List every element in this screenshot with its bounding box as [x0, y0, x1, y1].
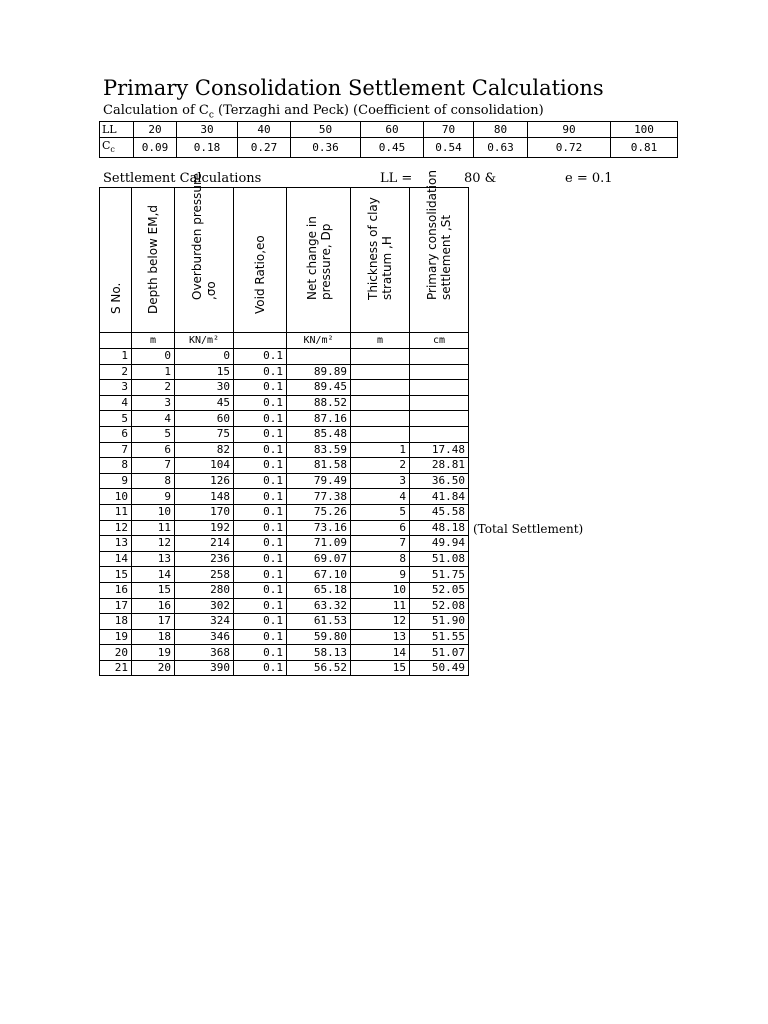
table-cell: 1	[132, 364, 175, 380]
ll-cell: 30	[177, 122, 238, 138]
header-row	[100, 188, 469, 333]
table-cell: 0.1	[234, 660, 287, 676]
table-cell	[410, 380, 469, 396]
table-cell: 0.1	[234, 582, 287, 598]
table-cell: 71.09	[287, 536, 351, 552]
table-row	[100, 598, 469, 614]
cc-ll-row	[100, 122, 678, 138]
ll-value: 80 &	[464, 171, 497, 186]
table-cell: 18	[132, 629, 175, 645]
table-cell: 2	[351, 458, 410, 474]
table-cell: 1	[100, 349, 132, 365]
table-cell: 85.48	[287, 426, 351, 442]
table-row	[100, 536, 469, 552]
ll-cell: 80	[474, 122, 528, 138]
units-row	[100, 333, 469, 349]
table-cell: 104	[175, 458, 234, 474]
table-cell: 0.1	[234, 349, 287, 365]
table-cell: 5	[100, 411, 132, 427]
table-cell	[410, 395, 469, 411]
table-cell: 50.49	[410, 660, 469, 676]
header-overburden-cell	[175, 172, 234, 333]
table-cell: 51.90	[410, 614, 469, 630]
table-cell: 7	[100, 442, 132, 458]
table-cell: 11	[100, 504, 132, 520]
table-cell: 302	[175, 598, 234, 614]
table-cell: 0.1	[234, 645, 287, 661]
table-cell: 12	[132, 536, 175, 552]
table-cell	[351, 364, 410, 380]
cc-cell: 0.81	[611, 138, 678, 158]
table-cell: 368	[175, 645, 234, 661]
cc-row-label	[100, 138, 134, 158]
table-cell: 7	[351, 536, 410, 552]
table-cell: 0.1	[234, 380, 287, 396]
table-cell: 69.07	[287, 551, 351, 567]
table-row	[100, 645, 469, 661]
table-cell: 0.1	[234, 473, 287, 489]
ll-row-label: LL	[100, 122, 134, 138]
table-cell: 65.18	[287, 582, 351, 598]
table-cell: 45.58	[410, 504, 469, 520]
table-cell: 11	[351, 598, 410, 614]
table-cell: 9	[100, 473, 132, 489]
table-cell: 88.52	[287, 395, 351, 411]
ll-cell: 50	[291, 122, 361, 138]
table-cell: 10	[132, 504, 175, 520]
table-row	[100, 349, 469, 365]
table-row	[100, 504, 469, 520]
total-settlement-note: (Total Settlement)	[473, 522, 584, 536]
table-cell: 258	[175, 567, 234, 583]
table-cell	[351, 380, 410, 396]
header-void-ratio: Void Ratio,eo	[253, 235, 267, 314]
cc-table	[99, 121, 678, 158]
table-cell: 9	[351, 567, 410, 583]
header-sno-cell	[100, 188, 132, 333]
header-overburden: Overburden pressure ,σo	[190, 172, 218, 300]
cc-cell: 0.63	[474, 138, 528, 158]
cc-cell: 0.36	[291, 138, 361, 158]
table-cell: 10	[351, 582, 410, 598]
table-cell: 63.32	[287, 598, 351, 614]
table-row	[100, 614, 469, 630]
table-cell: 73.16	[287, 520, 351, 536]
table-cell: 49.94	[410, 536, 469, 552]
table-cell: 20	[132, 660, 175, 676]
table-row	[100, 364, 469, 380]
header-depth-cell	[132, 188, 175, 333]
table-cell: 11	[132, 520, 175, 536]
table-cell: 19	[132, 645, 175, 661]
table-row	[100, 458, 469, 474]
cc-cell: 0.18	[177, 138, 238, 158]
table-cell: 67.10	[287, 567, 351, 583]
table-cell	[351, 349, 410, 365]
ll-cell: 90	[528, 122, 611, 138]
table-row	[100, 426, 469, 442]
ll-cell: 70	[424, 122, 474, 138]
page-title: Primary Consolidation Settlement Calculations	[103, 76, 604, 100]
table-cell: 0.1	[234, 551, 287, 567]
unit-cell: KN/m²	[287, 333, 351, 349]
table-cell: 5	[132, 426, 175, 442]
table-cell: 13	[351, 629, 410, 645]
table-cell: 19	[100, 629, 132, 645]
table-cell: 0.1	[234, 364, 287, 380]
table-cell: 12	[351, 614, 410, 630]
table-cell	[351, 411, 410, 427]
table-cell: 60	[175, 411, 234, 427]
table-cell: 21	[100, 660, 132, 676]
ll-cell: 40	[238, 122, 291, 138]
table-cell: 75.26	[287, 504, 351, 520]
table-cell: 10	[100, 489, 132, 505]
table-cell: 0.1	[234, 458, 287, 474]
table-cell: 28.81	[410, 458, 469, 474]
cc-cell: 0.09	[134, 138, 177, 158]
header-depth: Depth below EM,d	[146, 204, 160, 314]
table-cell: 0.1	[234, 520, 287, 536]
table-cell: 1	[351, 442, 410, 458]
table-cell: 56.52	[287, 660, 351, 676]
table-cell: 48.18	[410, 520, 469, 536]
unit-cell	[234, 333, 287, 349]
table-cell: 17	[100, 598, 132, 614]
table-cell: 6	[351, 520, 410, 536]
table-cell: 13	[132, 551, 175, 567]
table-cell	[287, 349, 351, 365]
ll-cell: 100	[611, 122, 678, 138]
table-cell: 79.49	[287, 473, 351, 489]
header-thickness: Thickness of clay stratum ,H	[366, 197, 394, 300]
table-cell: 0.1	[234, 629, 287, 645]
table-cell: 75	[175, 426, 234, 442]
table-cell	[410, 349, 469, 365]
table-cell: 51.07	[410, 645, 469, 661]
ll-label: LL =	[380, 171, 413, 186]
table-cell: 390	[175, 660, 234, 676]
table-cell: 36.50	[410, 473, 469, 489]
table-cell: 14	[351, 645, 410, 661]
table-cell: 59.80	[287, 629, 351, 645]
subtitle-sub: c	[208, 110, 214, 121]
table-cell: 15	[100, 567, 132, 583]
header-settlement-cell	[410, 170, 469, 333]
table-cell: 15	[175, 364, 234, 380]
table-cell: 0.1	[234, 536, 287, 552]
table-cell: 81.58	[287, 458, 351, 474]
table-cell: 346	[175, 629, 234, 645]
table-cell	[410, 411, 469, 427]
table-cell: 58.13	[287, 645, 351, 661]
table-row	[100, 489, 469, 505]
header-net-change-cell	[287, 188, 351, 333]
settlement-body	[100, 349, 469, 676]
table-row	[100, 567, 469, 583]
header-net-change: Net change in pressure, Dp	[304, 216, 333, 300]
table-cell: 20	[100, 645, 132, 661]
table-cell: 0.1	[234, 489, 287, 505]
cc-label: C	[102, 139, 111, 152]
header-thickness-cell	[351, 188, 410, 333]
table-cell: 8	[100, 458, 132, 474]
table-cell: 89.89	[287, 364, 351, 380]
e-label: e = 0.1	[565, 171, 613, 186]
table-cell: 83.59	[287, 442, 351, 458]
table-cell: 0.1	[234, 395, 287, 411]
table-cell: 17.48	[410, 442, 469, 458]
table-cell: 13	[100, 536, 132, 552]
table-cell: 18	[100, 614, 132, 630]
table-row	[100, 380, 469, 396]
table-row	[100, 442, 469, 458]
table-cell: 30	[175, 380, 234, 396]
header-void-ratio-cell	[234, 188, 287, 333]
table-cell: 8	[351, 551, 410, 567]
table-cell: 41.84	[410, 489, 469, 505]
table-cell: 15	[351, 660, 410, 676]
table-cell: 0.1	[234, 442, 287, 458]
table-cell: 3	[132, 395, 175, 411]
cc-cell: 0.54	[424, 138, 474, 158]
table-cell: 7	[132, 458, 175, 474]
table-cell: 17	[132, 614, 175, 630]
header-settlement: Primary consolidation settlement ,St	[425, 170, 453, 300]
table-cell: 3	[351, 473, 410, 489]
header-sno: S No.	[108, 282, 123, 314]
table-cell: 52.08	[410, 598, 469, 614]
table-cell: 14	[132, 567, 175, 583]
cc-label-sub: c	[110, 145, 115, 155]
table-cell: 280	[175, 582, 234, 598]
table-cell: 4	[132, 411, 175, 427]
table-cell: 214	[175, 536, 234, 552]
table-cell: 236	[175, 551, 234, 567]
table-cell: 0	[175, 349, 234, 365]
table-cell: 51.08	[410, 551, 469, 567]
table-cell: 45	[175, 395, 234, 411]
table-cell: 77.38	[287, 489, 351, 505]
table-cell: 89.45	[287, 380, 351, 396]
table-cell: 126	[175, 473, 234, 489]
table-cell: 4	[100, 395, 132, 411]
table-cell: 82	[175, 442, 234, 458]
table-cell: 2	[100, 364, 132, 380]
table-cell: 0.1	[234, 567, 287, 583]
table-row	[100, 473, 469, 489]
table-cell	[410, 364, 469, 380]
table-cell: 0.1	[234, 598, 287, 614]
table-cell: 3	[100, 380, 132, 396]
table-cell: 2	[132, 380, 175, 396]
table-cell: 6	[132, 442, 175, 458]
unit-cell: cm	[410, 333, 469, 349]
table-cell	[351, 426, 410, 442]
table-row	[100, 629, 469, 645]
unit-cell	[100, 333, 132, 349]
table-cell: 14	[100, 551, 132, 567]
table-cell: 0.1	[234, 411, 287, 427]
table-cell: 6	[100, 426, 132, 442]
cc-cell: 0.72	[528, 138, 611, 158]
subtitle-rest: (Terzaghi and Peck) (Coefficient of consolidation)	[213, 103, 544, 118]
table-cell: 0.1	[234, 504, 287, 520]
table-row	[100, 582, 469, 598]
table-cell: 0	[132, 349, 175, 365]
table-row	[100, 660, 469, 676]
table-cell: 87.16	[287, 411, 351, 427]
table-cell: 324	[175, 614, 234, 630]
table-cell: 15	[132, 582, 175, 598]
table-cell	[410, 426, 469, 442]
cc-cell: 0.27	[238, 138, 291, 158]
table-cell: 5	[351, 504, 410, 520]
cc-cc-row	[100, 138, 678, 158]
table-row	[100, 551, 469, 567]
table-cell: 0.1	[234, 426, 287, 442]
table-cell: 51.75	[410, 567, 469, 583]
table-cell: 148	[175, 489, 234, 505]
table-cell	[351, 395, 410, 411]
table-cell: 51.55	[410, 629, 469, 645]
table-cell: 12	[100, 520, 132, 536]
table-cell: 16	[132, 598, 175, 614]
table-cell: 8	[132, 473, 175, 489]
table-cell: 0.1	[234, 614, 287, 630]
table-row	[100, 395, 469, 411]
ll-cell: 20	[134, 122, 177, 138]
table-cell: 16	[100, 582, 132, 598]
table-cell: 192	[175, 520, 234, 536]
table-cell: 9	[132, 489, 175, 505]
table-cell: 170	[175, 504, 234, 520]
table-cell: 61.53	[287, 614, 351, 630]
table-cell: 52.05	[410, 582, 469, 598]
unit-cell: KN/m²	[175, 333, 234, 349]
settlement-title: Settlement Calculations	[103, 171, 262, 186]
table-row	[100, 520, 469, 536]
cc-cell: 0.45	[361, 138, 424, 158]
unit-cell: m	[351, 333, 410, 349]
subtitle	[103, 103, 544, 121]
ll-cell: 60	[361, 122, 424, 138]
table-row	[100, 411, 469, 427]
subtitle-prefix: Calculation of C	[103, 103, 209, 118]
table-cell: 4	[351, 489, 410, 505]
unit-cell: m	[132, 333, 175, 349]
